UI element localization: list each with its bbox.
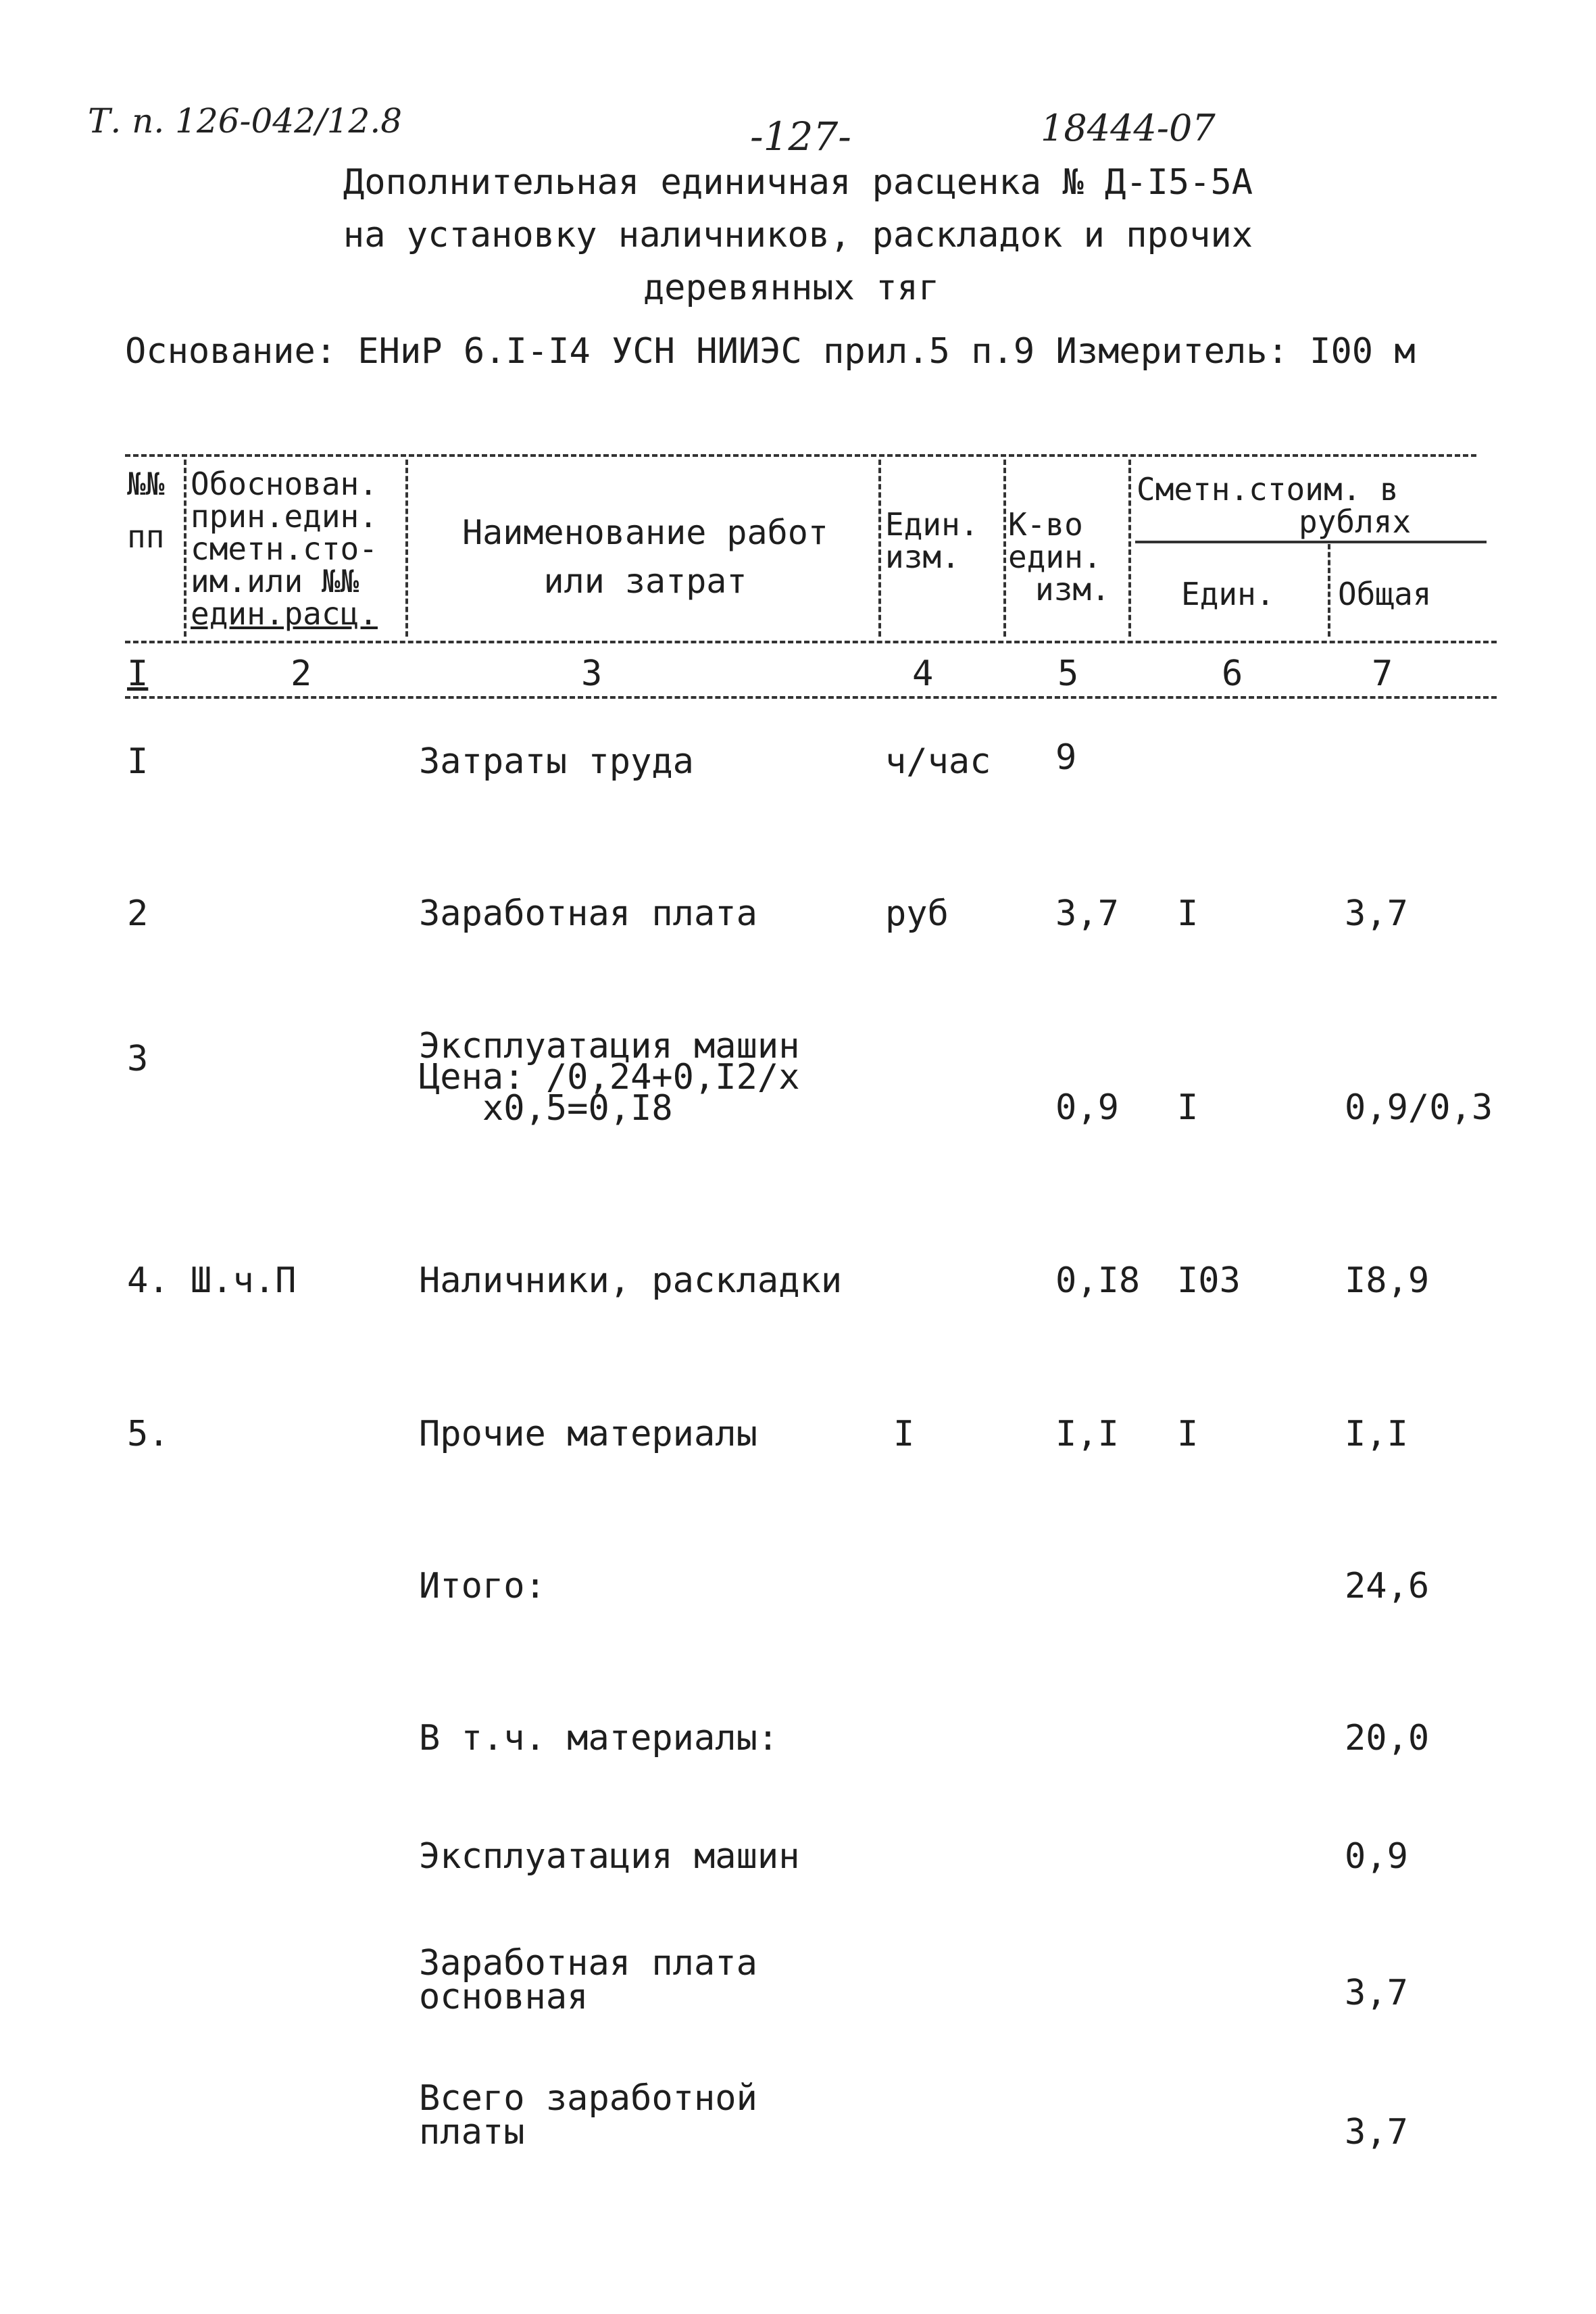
- row-3-name: Эксплуатация машин Цена: /0,24+0,I2/х х0,5=0,I8: [419, 1026, 800, 1129]
- header-col-6: Един.: [1181, 576, 1275, 612]
- header-col-2: Обоснован. прин.един. сметн.сто- им.или №№ един.расц.: [191, 466, 378, 632]
- row-5-unit: I: [893, 1414, 915, 1454]
- row-5-qty: I,I: [1055, 1414, 1119, 1454]
- header-col-3: Наименование работ или затрат: [462, 513, 828, 601]
- registration-number: 18444-07: [1041, 107, 1216, 149]
- header-bottom-rule: [125, 641, 1497, 643]
- col-sep-3: [878, 460, 881, 637]
- row-3-qty: 0,9: [1055, 1087, 1119, 1128]
- summary-materials-label: В т.ч. материалы:: [419, 1718, 779, 1758]
- row-2-name: Заработная плата: [419, 893, 757, 934]
- summary-total-wage-value: 3,7: [1345, 2112, 1408, 2152]
- title-line-1: Дополнительная единичная расценка № Д-I5-5А: [343, 162, 1253, 203]
- colnum-1: I: [127, 654, 149, 694]
- row-2-total: 3,7: [1345, 893, 1408, 934]
- row-4-total: I8,9: [1345, 1260, 1430, 1301]
- header-col-4: Един. изм.: [885, 506, 979, 575]
- title-line-2: на установку наличников, раскладок и прочих: [343, 215, 1253, 255]
- row-4-num: 4. Ш.ч.П: [127, 1260, 297, 1301]
- header-col-7: Общая: [1338, 576, 1432, 612]
- col-sep-2: [405, 460, 408, 637]
- colnum-6: 6: [1222, 654, 1243, 694]
- colnum-2: 2: [291, 654, 312, 694]
- header-cost-group: Сметн.стоим. в рублях: [1137, 471, 1412, 540]
- row-4-unit-cost: I03: [1177, 1260, 1241, 1301]
- row-1-qty: 9: [1055, 737, 1077, 778]
- summary-total-label: Итого:: [419, 1566, 546, 1606]
- row-5-num: 5.: [127, 1414, 170, 1454]
- page-number: -127-: [750, 114, 851, 159]
- summary-total-wage-label: Всего заработной платы: [419, 2078, 757, 2152]
- header-col-1: №№ пп: [127, 466, 165, 555]
- row-2-unit: руб: [885, 893, 949, 934]
- col-sep-6: [1328, 544, 1330, 637]
- summary-machines-value: 0,9: [1345, 1836, 1408, 1877]
- row-2-qty: 3,7: [1055, 893, 1119, 934]
- row-3-total: 0,9/0,3: [1345, 1087, 1493, 1128]
- header-top-rule: [125, 454, 1476, 457]
- row-4-qty: 0,I8: [1055, 1260, 1141, 1301]
- column-numbers-rule: [125, 696, 1497, 699]
- row-5-unit-cost: I: [1177, 1414, 1199, 1454]
- col-sep-5: [1128, 460, 1131, 637]
- colnum-7: 7: [1372, 654, 1393, 694]
- summary-total-value: 24,6: [1345, 1566, 1430, 1606]
- row-5-name: Прочие материалы: [419, 1414, 757, 1454]
- summary-base-wage-label: Заработная плата основная: [419, 1943, 757, 2017]
- colnum-4: 4: [912, 654, 934, 694]
- row-3-num: 3: [127, 1039, 149, 1079]
- row-2-num: 2: [127, 893, 149, 934]
- row-1-num: I: [127, 741, 149, 782]
- row-2-unit-cost: I: [1177, 893, 1199, 934]
- header-col-5: К-во един. изм.: [1008, 506, 1110, 608]
- col-sep-1: [184, 460, 186, 637]
- cost-group-rule: [1135, 541, 1487, 543]
- col-sep-4: [1003, 460, 1006, 637]
- basis-line: Основание: ЕНиР 6.I-I4 УСН НИИЭС прил.5 п.9 Измеритель: I00 м: [125, 331, 1416, 372]
- row-1-name: Затраты труда: [419, 741, 694, 782]
- summary-machines-label: Эксплуатация машин: [419, 1836, 800, 1877]
- row-4-name: Наличники, раскладки: [419, 1260, 843, 1301]
- summary-materials-value: 20,0: [1345, 1718, 1430, 1758]
- row-1-unit: ч/час: [885, 741, 991, 782]
- summary-base-wage-value: 3,7: [1345, 1973, 1408, 2013]
- document-code: Т. п. 126-042/12.8: [88, 101, 403, 141]
- title-line-3: деревянных тяг: [643, 268, 940, 308]
- row-3-unit-cost: I: [1177, 1087, 1199, 1128]
- row-5-total: I,I: [1345, 1414, 1408, 1454]
- colnum-5: 5: [1057, 654, 1079, 694]
- colnum-3: 3: [581, 654, 603, 694]
